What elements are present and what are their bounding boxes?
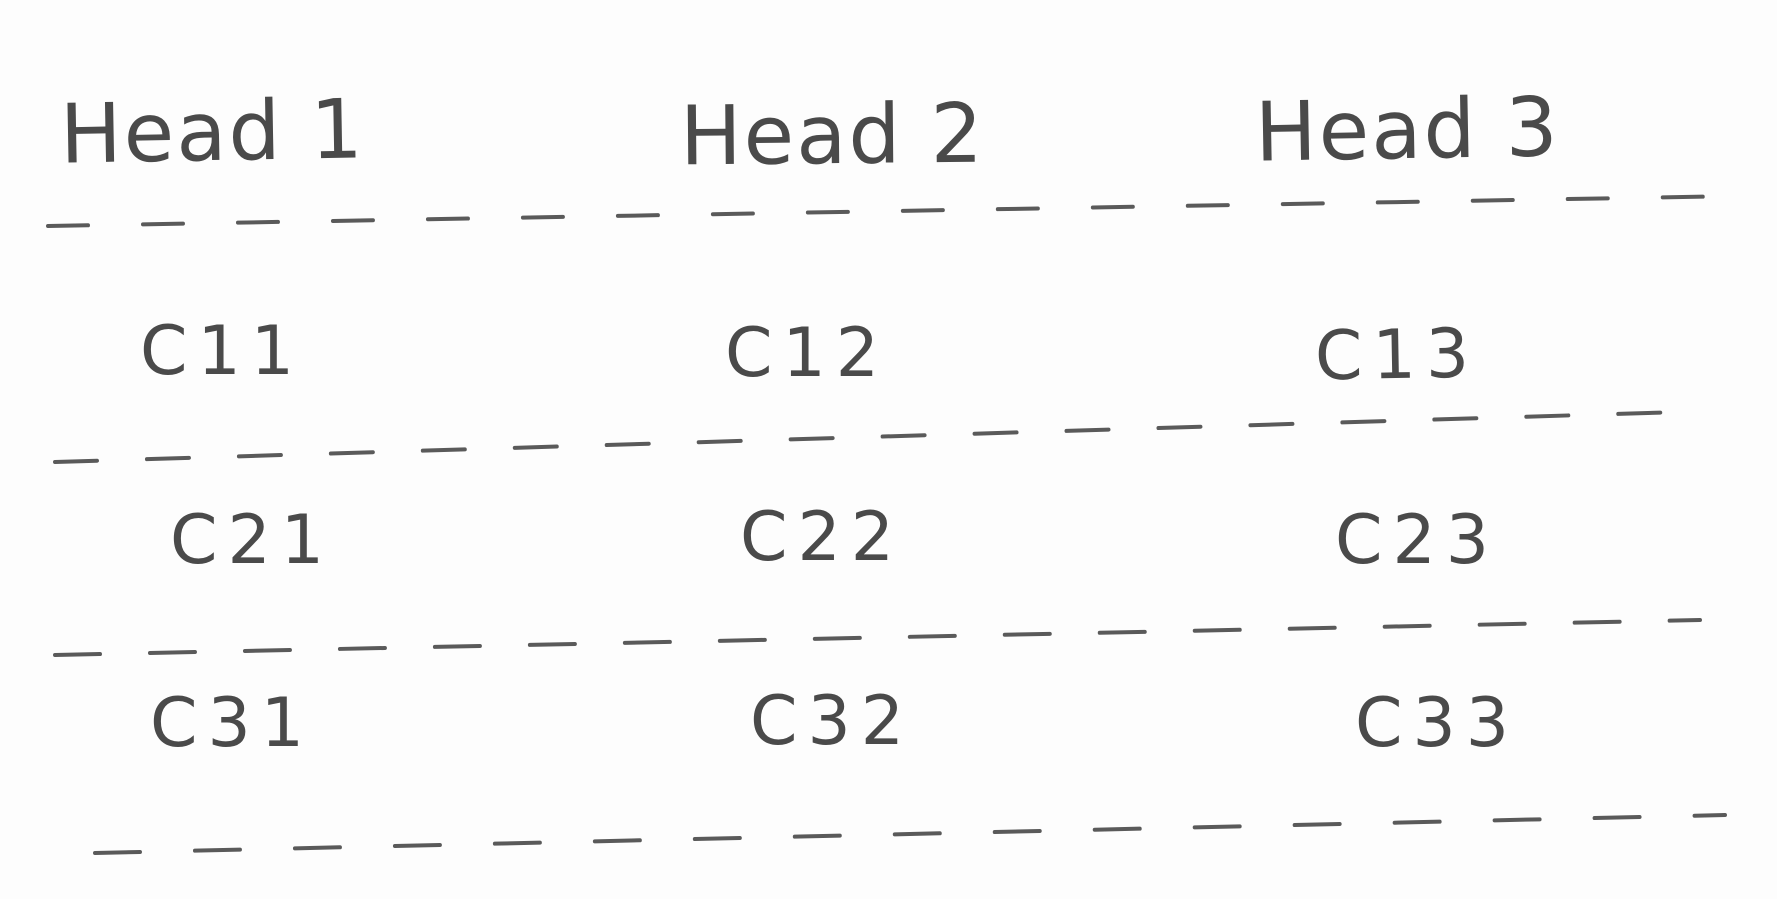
table-cell-r1-c2: C12 [725,314,890,393]
table-cell-r2-c2: C22 [740,498,905,577]
header-rule [48,196,1740,226]
row-2-rule [55,620,1700,655]
table-cell-r2-c3: C23 [1335,501,1500,580]
table-cell-r3-c2: C32 [750,682,915,761]
header-cell-3: Head 3 [1254,80,1561,181]
header-cell-2: Head 2 [679,86,986,185]
table-cell-r1-c1: C11 [140,312,305,391]
row-1-rule [55,412,1680,462]
header-cell-1: Head 1 [59,82,366,183]
table-cell-r2-c1: C21 [170,501,335,580]
row-3-rule [95,815,1725,853]
table-cell-r3-c1: C31 [150,684,315,763]
table-cell-r3-c3: C33 [1355,684,1520,763]
table-cell-r1-c3: C13 [1314,314,1480,397]
